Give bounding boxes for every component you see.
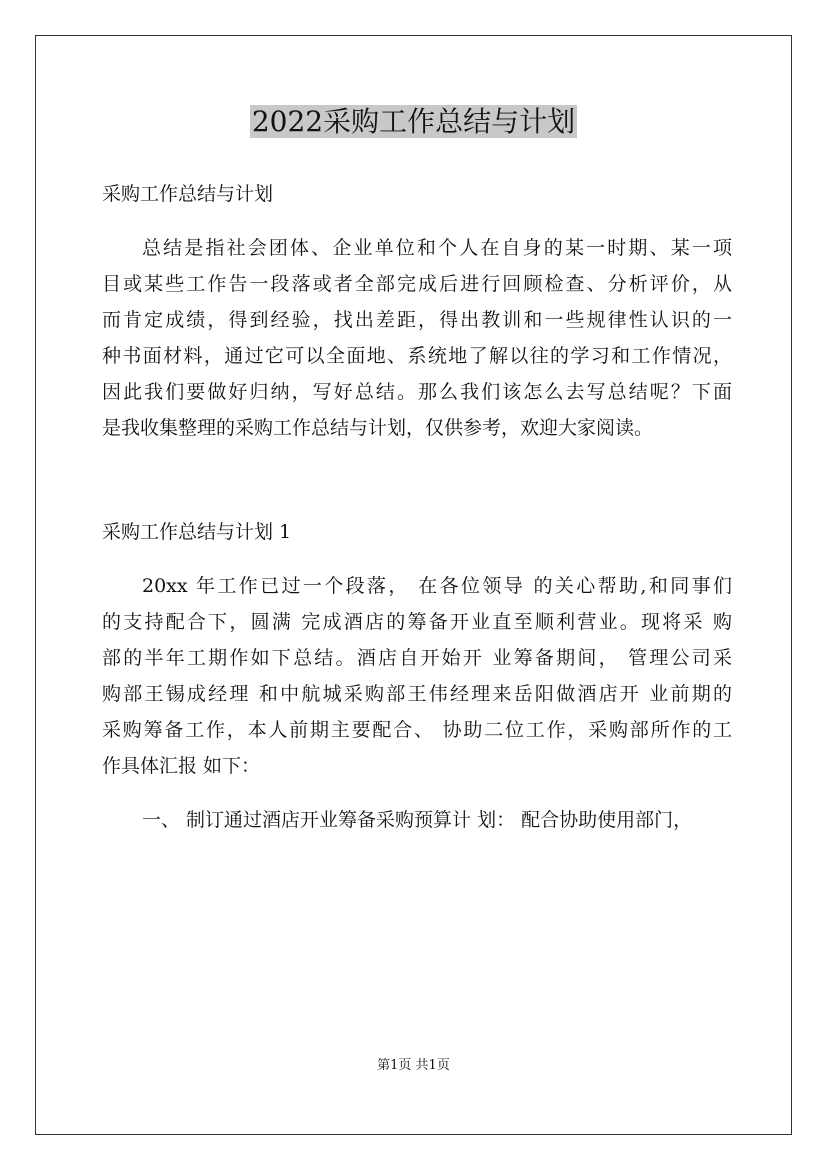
page-number: 第1页 共1页 [377, 1058, 450, 1073]
section-1-line: 购部王锡成经理 和中航城采购部王伟经理来岳阳做酒店开 业前期的 [102, 683, 732, 705]
page-footer [0, 1058, 827, 1074]
section-1-heading: 采购工作总结与计划 1 [102, 521, 292, 543]
intro-line: 是我收集整理的采购工作总结与计划，仅供参考，欢迎大家阅读。 [102, 417, 654, 439]
intro-line: 目或某些工作告一段落或者全部完成后进行回顾检查、分析评价，从 [102, 273, 732, 295]
document-title-text: 2022采购工作总结与计划 [251, 105, 576, 138]
item-1-line: 一、 制订通过酒店开业筹备采购预算计 划： 配合协助使用部门， [142, 809, 693, 831]
intro-line: 种书面材料，通过它可以全面地、系统地了解以往的学习和工作情况， [102, 345, 732, 367]
section-1-line: 作具体汇报 如下： [102, 755, 261, 777]
section-1-line: 部的半年工期作如下总结。酒店自开始开 业筹备期间， 管理公司采 [102, 647, 732, 669]
intro-line: 总结是指社会团体、企业单位和个人在自身的某一时期、某一项 [142, 237, 732, 259]
section-1-line: 的支持配合下，圆满 完成酒店的筹备开业直至顺利营业。现将采 购 [102, 611, 732, 633]
section-1-line: 20xx 年工作已过一个段落， 在各位领导 的关心帮助,和同事们 [142, 575, 732, 597]
intro-line: 而肯定成绩，得到经验，找出差距，得出教训和一些规律性认识的一 [102, 309, 732, 331]
document-subtitle: 采购工作总结与计划 [102, 183, 274, 205]
section-1-line: 采购筹备工作，本人前期主要配合、 协助二位工作，采购部所作的工 [102, 719, 732, 741]
document-title [0, 104, 827, 140]
intro-line: 因此我们要做好归纳，写好总结。那么我们该怎么去写总结呢？下面 [102, 381, 732, 403]
document-body [102, 176, 732, 838]
intro-paragraph [102, 230, 732, 446]
section-1-paragraph [102, 568, 732, 784]
